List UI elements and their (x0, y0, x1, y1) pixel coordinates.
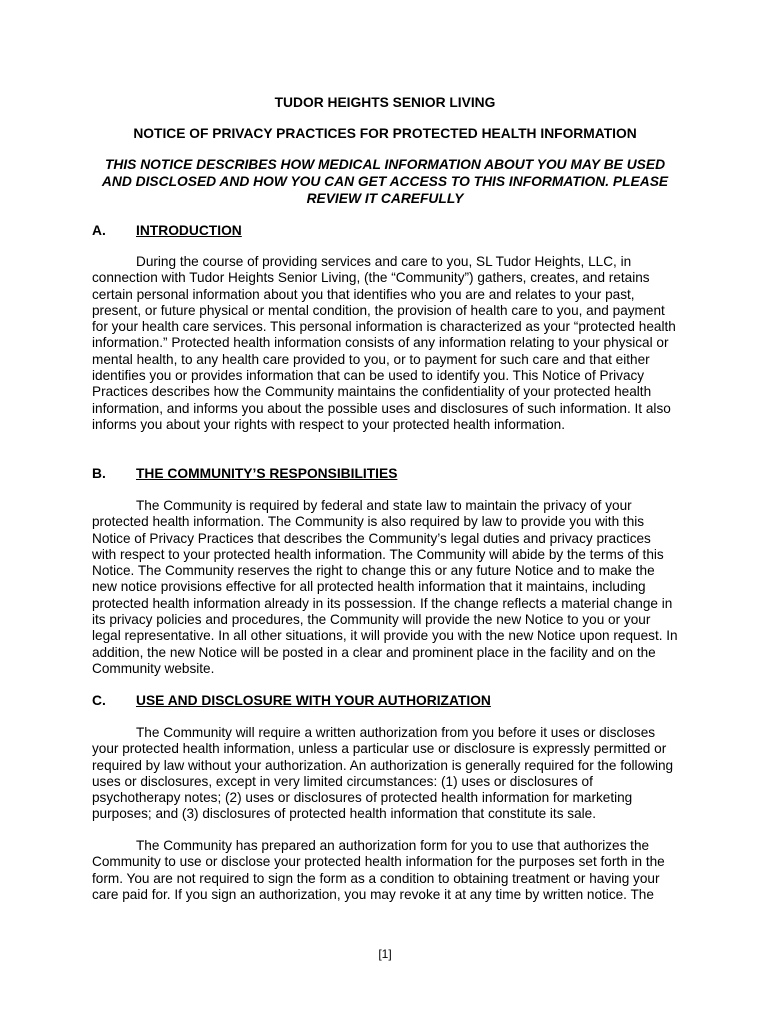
section-paragraph: During the course of providing services and care to you, SL Tudor Heights, LLC, in connection with Tudor Heights Senior Living, (the “Community”) gathers, creates, and retains certain personal information about you that identifies who you are and relates to your past, present, or future physical or mental condition, the provision of health care to you, and payment for your health care services. This personal information is characterized as your “protected health information.” Protected health information consists of any information relating to your physical or mental health, to any health care provided to you, or to payment for such care and that either identifies you or provides information that can be used to identify you. This Notice of Privacy Practices describes how the Community maintains the confidentiality of your protected health information, and informs you about the possible uses and disclosures of such information. It also informs you about your rights with respect to your protected health information. (92, 254, 676, 432)
notice-line: THIS NOTICE DESCRIBES HOW MEDICAL INFORMATION ABOUT YOU MAY BE USED (104, 157, 666, 172)
notice-statement (92, 156, 678, 207)
section-paragraph: The Community has prepared an authorization form for you to use that authorizes the Community to use or disclose your protected health information for the purposes set forth in the form. You are not required to sign the form as a condition to obtaining treatment or having your care paid for. If you sign an authorization, you may revoke it at any time by written notice. The (92, 838, 665, 902)
section-heading-c (92, 692, 678, 709)
section-letter: B. (92, 466, 106, 481)
section-paragraph: The Community is required by federal and state law to maintain the privacy of your protected health information. The Community is also required by law to provide you with this Notice of Privacy Practices that describes the Community’s legal duties and privacy practices with respect to your protected health information. The Community will abide by the terms of this Notice. The Community reserves the right to change this or any future Notice and to make the new notice provisions effective for all protected health information that it maintains, including protected health information already in its possession. If the change reflects a material change in its privacy policies and procedures, the Community will provide the new Notice to you or your legal representative. In all other situations, it will provide you with the new Notice upon request. In addition, the new Notice will be posted in a clear and prominent place in the facility and on the Community website. (92, 498, 678, 676)
section-letter: C. (92, 693, 106, 708)
organization-title: TUDOR HEIGHTS SENIOR LIVING (274, 95, 496, 110)
section-letter: A. (92, 223, 106, 238)
section-heading-b (92, 465, 678, 482)
notice-line: AND DISCLOSED AND HOW YOU CAN GET ACCESS TO THIS INFORMATION. PLEASE (101, 174, 669, 189)
section-title: INTRODUCTION (136, 223, 242, 238)
section-paragraph: The Community will require a written authorization from you before it uses or discloses your protected health information, unless a particular use or disclosure is expressly permitted or required by law without your authorization. An authorization is generally required for the following uses or disclosures, except in very limited circumstances: (1) uses or disclosures of psychotherapy notes; (2) uses or disclosures of protected health information for marketing purposes; and (3) disclosures of protected health information that constitute its sale. (92, 725, 674, 822)
notice-line: REVIEW IT CAREFULLY (306, 191, 464, 206)
section-title: THE COMMUNITY’S RESPONSIBILITIES (136, 466, 398, 481)
page-number: [1] (378, 947, 392, 961)
notice-title: NOTICE OF PRIVACY PRACTICES FOR PROTECTED HEALTH INFORMATION (133, 126, 637, 141)
section-heading-a (92, 222, 678, 239)
section-title: USE AND DISCLOSURE WITH YOUR AUTHORIZATION (136, 693, 491, 708)
